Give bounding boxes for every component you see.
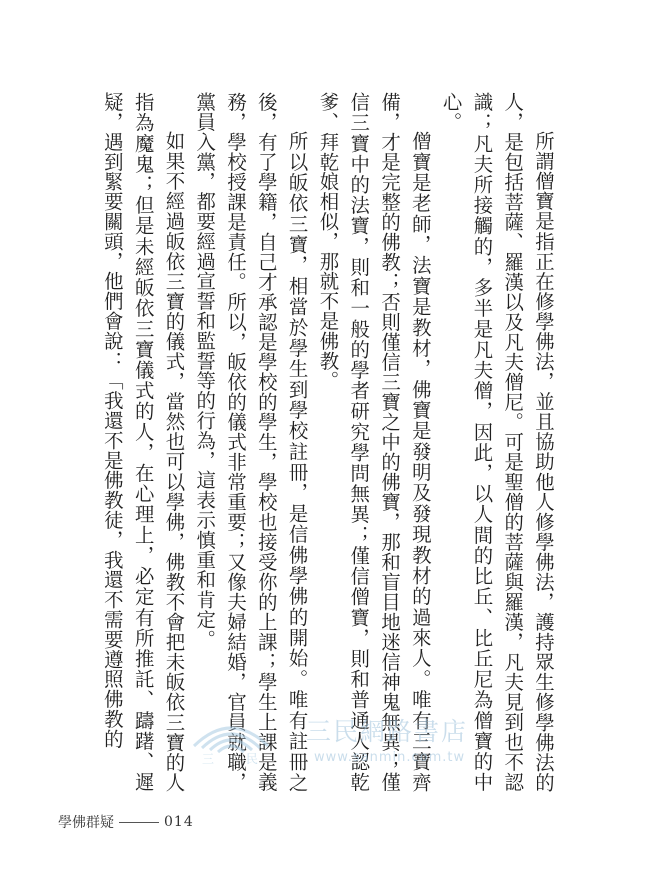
paragraph-sangha-jewel: 所謂僧寶是指正在修學佛法，並且協助他人修學佛法，護持眾生修學佛法的人，是包括菩薩、羅漢以及凡夫僧尼。可是聖僧的菩薩與羅漢，凡夫見到也不認識；凡夫所接觸的，多半是凡夫僧，因此，以人間的比丘、比丘尼為僧寶的中心。 — [439, 92, 555, 792]
watermark-url: www.sanmin.com.tw — [314, 750, 466, 765]
footer-rule — [119, 822, 159, 823]
watermark-char-right: 民 — [246, 752, 259, 766]
paragraph-three-jewels: 僧寶是老師，法寶是教材，佛寶是發明及發現教材的過來人。唯有三寶齊備，才是完整的佛教；否則僅信三寶之中的佛寶，那和盲目地迷信神鬼無異；僅信三寶中的法寶，則和一般的學者研究學問無異；僅信僧寶，則和普通人認乾爹、拜乾娘相似，那就不是佛教。 — [316, 92, 432, 792]
page-number: 014 — [164, 814, 194, 830]
paragraph-refuge-registration: 所以皈依三寶，相當於學生到學校註冊，是信佛學佛的開始。唯有註冊之後，有了學籍，自己才承認是學校的學生，學校也接受你的上課；學生上課是義務，學校授課是責任。所以，皈依的儀式非常重要；又像夫婦結婚，官員就職，黨員入黨，都要經過宣誓和監誓等的行為，這表示慎重和肯定。 — [193, 92, 309, 792]
vertical-text-body — [78, 92, 558, 792]
sanmin-watermark — [188, 708, 528, 782]
footer-book-title: 學佛群疑 — [58, 815, 114, 831]
watermark-brand: 三民網路書店 — [306, 717, 469, 746]
watermark-char-left: 三 — [202, 752, 215, 766]
paragraph-without-refuge: 如果不經過皈依三寶的儀式，當然也可以學佛，佛教不會把未皈依三寶的人指為魔鬼；但是未經皈依三寶儀式的人，在心理上，必定有所推託、躊躇、遲疑，遇到緊要關頭，他們會說：「我還不是佛教徒，我還不需要遵照佛教的 — [100, 92, 186, 792]
sanmin-logo-icon — [188, 716, 274, 774]
page-footer — [58, 812, 194, 832]
